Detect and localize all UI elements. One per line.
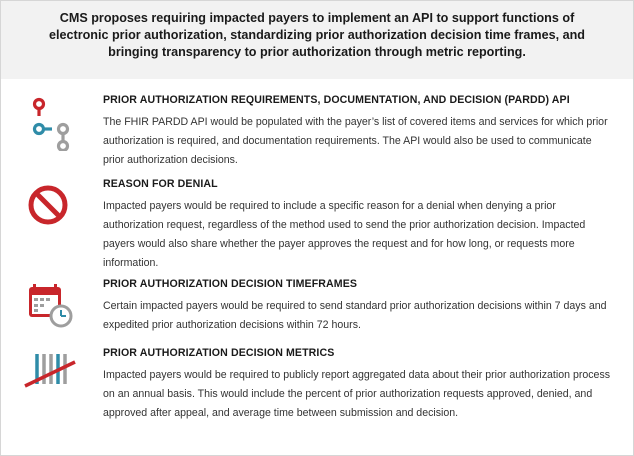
header-banner: [1, 1, 633, 79]
item-description: Impacted payers would be required to publicly report aggregated data about their prior authorization process on an annual basis. This would include the percent of prior authorization requests approved, denied, and approved after appeal, and average time between submission and decision.: [103, 369, 611, 419]
header-text: CMS proposes requiring impacted payers to implement an API to support functions of electronic prior authorization, standardizing prior authorization decision time frames, and bringing transparency to prior authorization through metric reporting.: [48, 11, 585, 59]
item-text: [103, 93, 613, 170]
item-description: Impacted payers would be required to include a specific reason for a denial when denying a prior authorization request, regardless of the method used to send the prior authorization decision. Impacted payers would also share whether the payer approves the request and for how long, or requests more information.: [103, 200, 586, 269]
api-connection-icon: [23, 95, 75, 147]
item-description: Certain impacted payers would be required to send standard prior authorization decisions within 7 days and expedited prior authorization decisions within 72 hours.: [103, 300, 607, 331]
item-text: [103, 177, 613, 273]
item-title: PRIOR AUTHORIZATION REQUIREMENTS, DOCUMENTATION, AND DECISION (PARDD) API: [103, 94, 570, 106]
item-text: [103, 346, 613, 423]
calendar-clock-icon: [23, 279, 75, 331]
item-title: PRIOR AUTHORIZATION DECISION TIMEFRAMES: [103, 278, 358, 290]
item-text: [103, 277, 613, 335]
item-description: The FHIR PARDD API would be populated with the payer’s list of covered items and services for which prior authorization is required, and documentation requirements. The API would also be used to communicate prior authorization decisions.: [103, 116, 608, 166]
tally-metrics-icon: [23, 348, 75, 400]
item-title: PRIOR AUTHORIZATION DECISION METRICS: [103, 347, 335, 359]
prohibited-icon: [23, 181, 75, 233]
item-title: REASON FOR DENIAL: [103, 178, 218, 190]
